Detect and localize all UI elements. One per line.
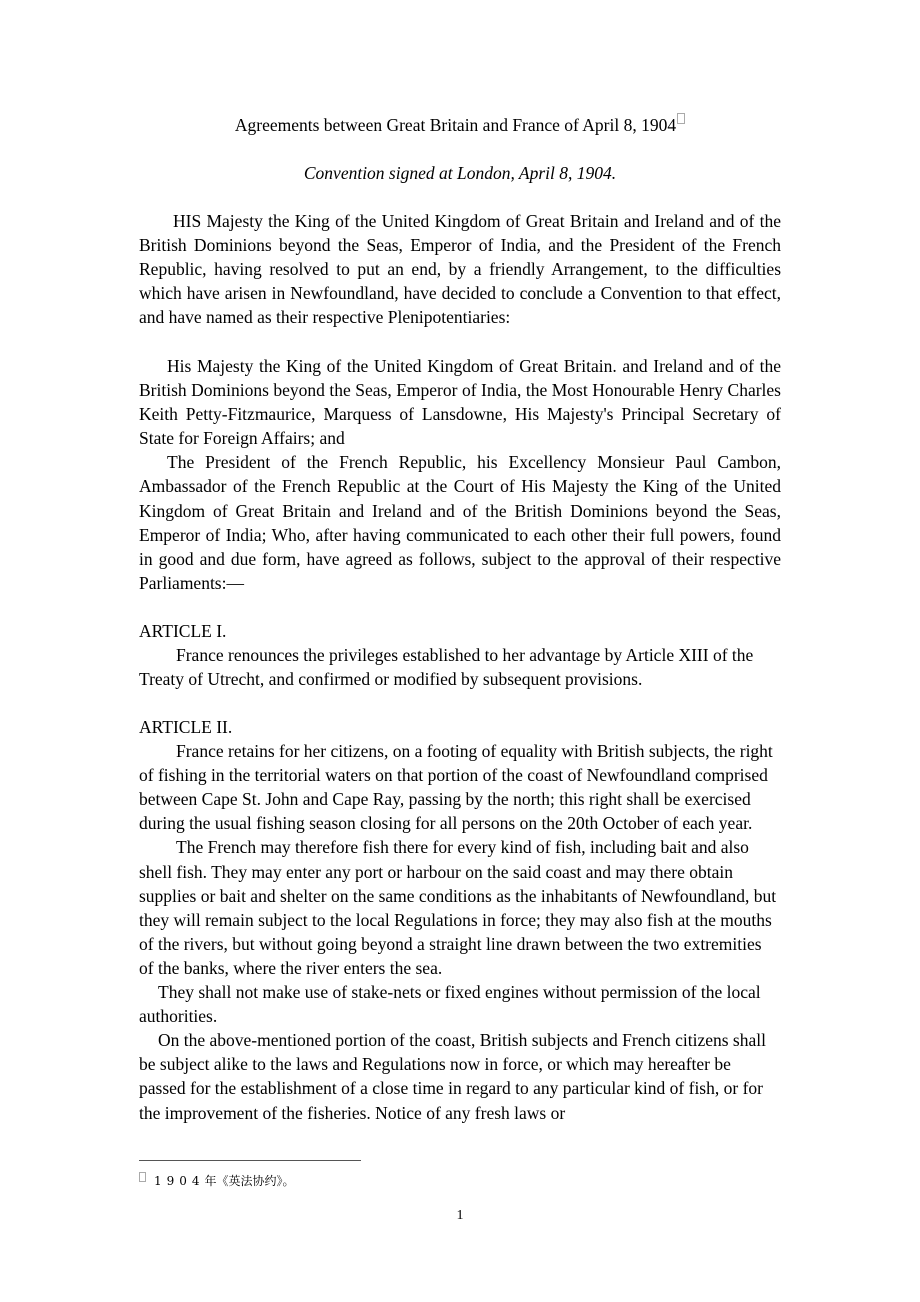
article-2-paragraph: On the above-mentioned portion of the coast, British subjects and French citizens shall be subject alike to the laws and Regulations now in force, or which may hereafter be passed for the establishment of a close time in regard to any particular kind of fish, or for the improvement of the fisheries. Notice of any fresh laws or (139, 1030, 766, 1123)
article-2 (139, 715, 779, 1125)
footnote (139, 1172, 295, 1189)
article-1 (139, 619, 781, 691)
article-1-heading: ARTICLE I. (139, 621, 227, 641)
footnote-marker-icon (139, 1172, 146, 1182)
plenipotentiaries-section (139, 354, 781, 595)
page-number: 1 (456, 1208, 464, 1223)
document-subtitle: Convention signed at London, April 8, 1904. (303, 163, 617, 183)
article-2-paragraph: France retains for her citizens, on a footing of equality with British subjects, the right of fishing in the territorial waters on that portion of the coast of Newfoundland comprised between Cape St. John and Cape Ray, passing by the north; this right shall be exercised during the usual fishing season closing for all persons on the 20th October of each year. (139, 741, 773, 834)
preamble-paragraph-3: The President of the French Republic, his Excellency Monsieur Paul Cambon, Ambassador of the French Republic at the Court of His Majesty the King of the United Kingdom of Great Britain and Ireland and of the British Dominions beyond the Seas, Emperor of India; Who, after having communicated to each other their full powers, found in good and due form, have agreed as follows, subject to the approval of their respective Parliaments:— (139, 452, 781, 593)
article-1-text: France renounces the privileges established to her advantage by Article XIII of the Treaty of Utrecht, and confirmed or modified by subsequent provisions. (139, 645, 754, 690)
preamble-paragraph-2: His Majesty the King of the United Kingdom of Great Britain. and Ireland and of the British Dominions beyond the Seas, Emperor of India, the Most Honourable Henry Charles Keith Petty-Fitzmaurice, Marquess of Lansdowne, His Majesty's Principal Secretary of State for Foreign Affairs; and (139, 356, 781, 449)
footnote-reference-icon[interactable] (677, 113, 685, 124)
article-2-paragraph: They shall not make use of stake-nets or fixed engines without permission of the local authorities. (139, 982, 761, 1027)
document-title (0, 113, 920, 137)
footnote-number: 1904 (154, 1174, 205, 1188)
article-2-paragraph: The French may therefore fish there for every kind of fish, including bait and also shell fish. They may enter any port or harbour on the said coast and may there obtain supplies or bait and shelter on the same conditions as the inhabitants of Newfoundland, but they will remain subject to the local Regulations in force; they may also fish at the mouths of the rivers, but without going beyond a straight line drawn between the two extremities of the banks, where the river enters the sea. (139, 837, 777, 978)
title-text: Agreements between Great Britain and France of April 8, 1904 (234, 115, 677, 135)
footnote-text: 年《英法协约》。 (204, 1174, 295, 1188)
preamble-paragraph-1: HIS Majesty the King of the United Kingdom of Great Britain and Ireland and of the British Dominions beyond the Seas, Emperor of India, and the President of the French Republic, having resolved to put an end, by a friendly Arrangement, to the difficulties which have arisen in Newfoundland, have decided to conclude a Convention to that effect, and have named as their respective Plenipotentiaries: (139, 211, 781, 328)
footnote-separator (139, 1160, 361, 1161)
article-2-heading: ARTICLE II. (139, 717, 233, 737)
